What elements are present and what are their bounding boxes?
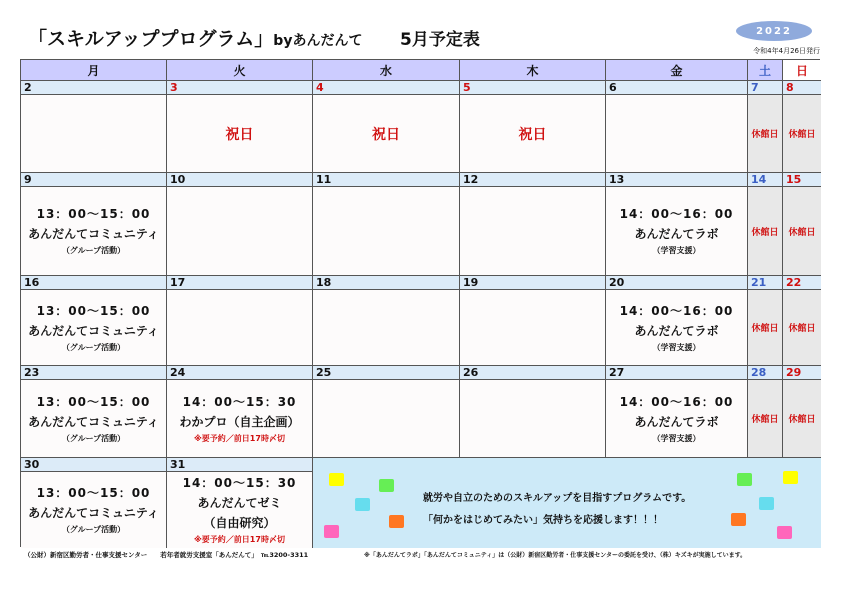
- decorative-square: [777, 526, 792, 539]
- day-cell-thursday: [460, 290, 606, 366]
- date-number: 30: [21, 458, 167, 472]
- event-name: あんだんてコミュニティ: [28, 323, 159, 338]
- date-number: 6: [606, 81, 748, 95]
- date-number: 3: [167, 81, 313, 95]
- day-cell-wednesday: [313, 187, 460, 276]
- holiday-label: 祝日: [372, 126, 400, 143]
- holiday-label: 祝日: [225, 126, 254, 143]
- weekday-header-sunday: 日: [783, 60, 821, 81]
- day-cell-wednesday: [313, 95, 460, 173]
- event-name: あんだんてラボ: [634, 323, 719, 338]
- event-note: ※要予約／前日17時〆切: [194, 433, 285, 443]
- weekday-header-friday: 金: [606, 60, 748, 81]
- day-cell-tuesday: [167, 472, 313, 548]
- page-title: [28, 24, 362, 51]
- weekday-header-monday: 月: [21, 60, 167, 81]
- day-cell-friday: [606, 95, 748, 173]
- day-cell-friday: [606, 380, 748, 458]
- event-note: （グループ活動）: [61, 433, 126, 443]
- day-cell-sunday: [783, 290, 821, 366]
- date-number: 19: [460, 276, 606, 290]
- event-note: （グループ活動）: [61, 525, 126, 534]
- day-cell-thursday: [460, 380, 606, 458]
- event-time: 14：00～15：30: [182, 476, 297, 490]
- footer-organization: （公財）新宿区勤労者・仕事支援センター 若年者就労支援室「あんだんて」 ℡3200-3311: [24, 551, 309, 559]
- decorative-square: [783, 471, 798, 484]
- event-name: わかプロ（自主企画）: [179, 414, 300, 429]
- weekday-header-thursday: 木: [460, 60, 606, 81]
- day-cell-sunday: [783, 95, 821, 173]
- date-number: 20: [606, 276, 748, 290]
- decorative-square: [324, 525, 339, 538]
- day-cell-wednesday: [313, 380, 460, 458]
- date-number: 31: [167, 458, 313, 472]
- closed-label: 休館日: [751, 227, 779, 238]
- closed-label: 休館日: [788, 415, 816, 425]
- event-name: あんだんてラボ: [634, 414, 719, 429]
- day-cell-thursday: [460, 187, 606, 276]
- event-note: （学習支援）: [652, 433, 701, 443]
- event-time: 14：00～16：00: [619, 303, 734, 318]
- day-cell-monday: [21, 187, 167, 276]
- date-number: 17: [167, 276, 313, 290]
- date-number: 11: [313, 173, 460, 187]
- event-time: 14：00～16：00: [619, 394, 734, 409]
- date-number: 29: [783, 366, 821, 380]
- date-number: 13: [606, 173, 748, 187]
- closed-label: 休館日: [788, 324, 816, 334]
- decorative-square: [759, 497, 774, 510]
- weekday-header-wednesday: 水: [313, 60, 460, 81]
- holiday-label: 祝日: [518, 126, 547, 143]
- banner-line-2: 「何かをはじめてみたい」気持ちを応援します！！！: [423, 515, 663, 526]
- day-cell-friday: [606, 187, 748, 276]
- day-cell-saturday: [748, 95, 783, 173]
- event-time: 13：00～15：00: [36, 303, 151, 318]
- event-time: 13：00～15：00: [36, 394, 151, 409]
- date-number: 4: [313, 81, 460, 95]
- event-time: 13：00～15：00: [36, 486, 151, 500]
- date-number: 18: [313, 276, 460, 290]
- program-banner: [313, 458, 821, 548]
- day-cell-tuesday: [167, 290, 313, 366]
- date-number: 28: [748, 366, 783, 380]
- weekday-header-saturday: 土: [748, 60, 783, 81]
- day-cell-tuesday: [167, 95, 313, 173]
- title-by: byあんだんて: [273, 33, 363, 49]
- year-badge: 2022: [736, 21, 812, 41]
- day-cell-saturday: [748, 290, 783, 366]
- footer-note: ※「あんだんてラボ」「あんだんてコミュニティ」は（公財）新宿区勤労者・仕事支援センターの委託を受け、（株）キズキが実施しています。: [364, 552, 747, 559]
- day-cell-monday: [21, 472, 167, 548]
- closed-label: 休館日: [788, 227, 816, 238]
- event-name: あんだんてコミュニティ: [28, 227, 159, 241]
- date-number: 22: [783, 276, 821, 290]
- event-note: （学習支援）: [652, 246, 701, 255]
- event-time: 13：00～15：00: [36, 207, 151, 221]
- day-cell-saturday: [748, 187, 783, 276]
- event-time: 14：00～16：00: [619, 207, 734, 221]
- closed-label: 休館日: [788, 130, 816, 140]
- event-name: あんだんてゼミ: [197, 496, 282, 510]
- date-number: 2: [21, 81, 167, 95]
- date-number: 16: [21, 276, 167, 290]
- decorative-square: [731, 513, 746, 526]
- day-cell-sunday: [783, 380, 821, 458]
- date-number: 21: [748, 276, 783, 290]
- event-note: （グループ活動）: [61, 342, 126, 352]
- date-number: 24: [167, 366, 313, 380]
- closed-label: 休館日: [751, 324, 779, 334]
- date-number: 27: [606, 366, 748, 380]
- date-number: 14: [748, 173, 783, 187]
- day-cell-monday: [21, 380, 167, 458]
- day-cell-monday: [21, 95, 167, 173]
- decorative-square: [329, 473, 344, 486]
- event-note: （学習支援）: [652, 342, 701, 352]
- event-name: あんだんてコミュニティ: [28, 414, 159, 429]
- decorative-square: [379, 479, 394, 492]
- date-number: 10: [167, 173, 313, 187]
- decorative-square: [355, 498, 370, 511]
- date-number: 7: [748, 81, 783, 95]
- date-number: 23: [21, 366, 167, 380]
- day-cell-wednesday: [313, 290, 460, 366]
- closed-label: 休館日: [751, 130, 779, 140]
- date-number: 5: [460, 81, 606, 95]
- month-subtitle: 5月予定表: [400, 30, 480, 50]
- title-main: 「スキルアッププログラム」: [28, 28, 274, 50]
- day-cell-saturday: [748, 380, 783, 458]
- banner-line-1: 就労や自立のためのスキルアップを目指すプログラムです。: [423, 493, 692, 504]
- date-number: 15: [783, 173, 821, 187]
- event-name-sub: （自由研究）: [203, 516, 276, 530]
- event-name: あんだんてラボ: [634, 227, 719, 241]
- day-cell-sunday: [783, 187, 821, 276]
- date-number: 9: [21, 173, 167, 187]
- day-cell-thursday: [460, 95, 606, 173]
- calendar-grid: [20, 59, 820, 547]
- date-number: 12: [460, 173, 606, 187]
- event-note: ※要予約／前日17時〆切: [194, 535, 285, 544]
- day-cell-friday: [606, 290, 748, 366]
- date-number: 8: [783, 81, 821, 95]
- issued-date: 令和4年4月26日発行: [753, 47, 820, 55]
- event-name: あんだんてコミュニティ: [28, 506, 159, 520]
- decorative-square: [389, 515, 404, 528]
- weekday-header-tuesday: 火: [167, 60, 313, 81]
- day-cell-monday: [21, 290, 167, 366]
- decorative-square: [737, 473, 752, 486]
- day-cell-tuesday: [167, 380, 313, 458]
- date-number: 26: [460, 366, 606, 380]
- event-time: 14：00～15：30: [182, 394, 297, 409]
- day-cell-tuesday: [167, 187, 313, 276]
- event-note: （グループ活動）: [61, 246, 126, 255]
- closed-label: 休館日: [751, 415, 779, 425]
- date-number: 25: [313, 366, 460, 380]
